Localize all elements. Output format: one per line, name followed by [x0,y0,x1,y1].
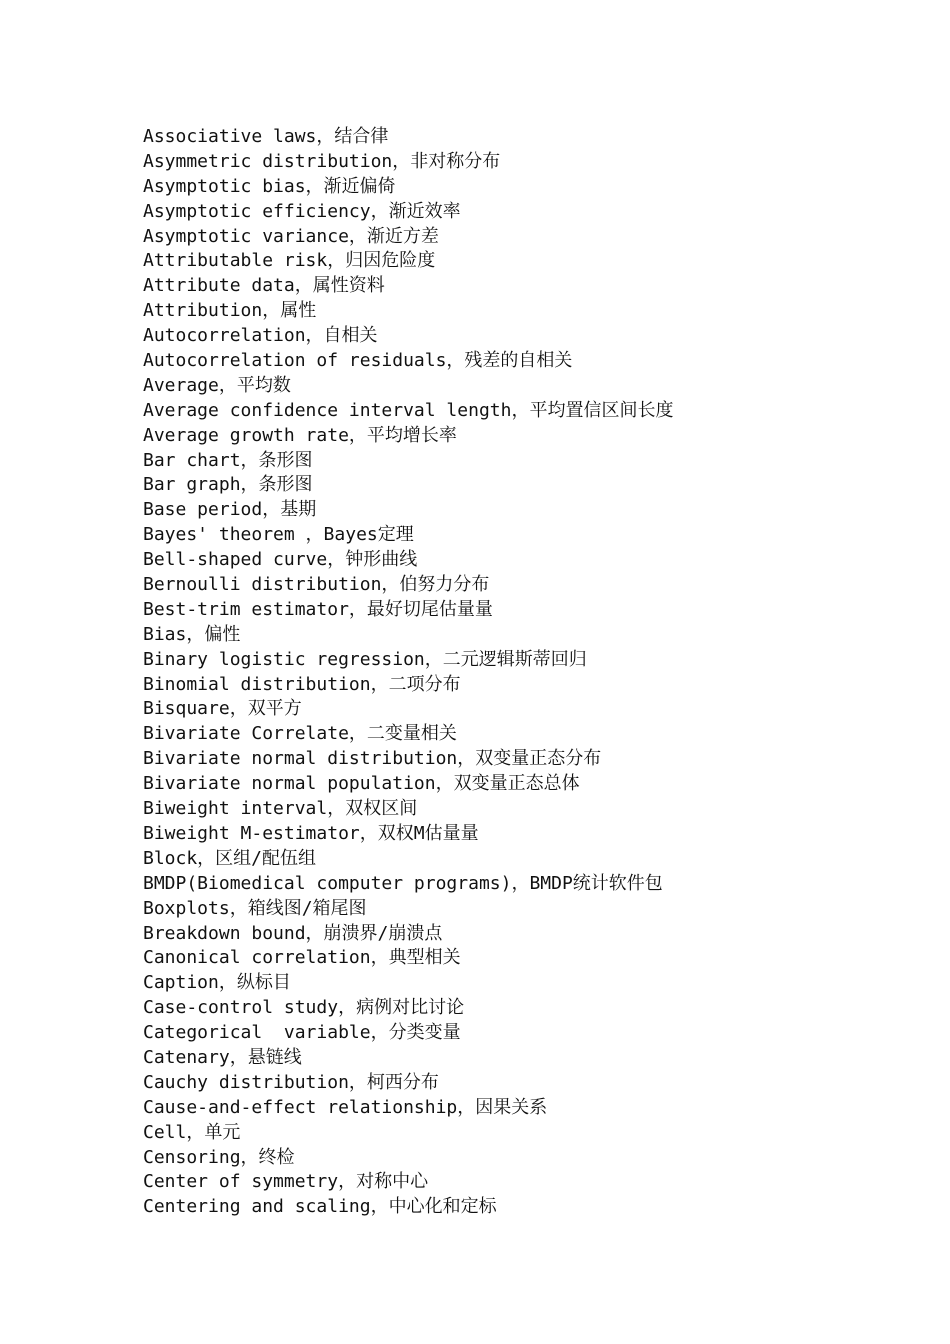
glossary-entry: Cauchy distribution，柯西分布 [143,1071,439,1093]
glossary-entry: Block，区组/配伍组 [143,847,317,869]
glossary-entry: BMDP(Biomedical computer programs)，BMDP统计软件包 [143,872,663,894]
glossary-entry: Asymmetric distribution，非对称分布 [143,150,501,172]
glossary-entry: Best-trim estimator，最好切尾估量量 [143,598,493,620]
glossary-entry: Breakdown bound，崩溃界/崩溃点 [143,922,443,944]
glossary-entry: Biweight interval，双权区间 [143,798,418,820]
glossary-entry: Bivariate normal distribution，双变量正态分布 [143,748,602,770]
glossary-entry: Canonical correlation，典型相关 [143,947,461,969]
glossary-entry: Censoring，终检 [143,1146,295,1168]
glossary-entry: Asymptotic bias，渐近偏倚 [143,175,396,197]
glossary-entry: Bar graph，条形图 [143,474,313,496]
glossary-entry: Bisquare，双平方 [143,698,302,720]
glossary-list [143,125,673,1220]
glossary-entry: Bernoulli distribution，伯努力分布 [143,574,490,596]
glossary-entry: Centering and scaling，中心化和定标 [143,1196,497,1218]
glossary-entry: Biweight M-estimator，双权M估量量 [143,822,479,844]
glossary-entry: Average confidence interval length，平均置信区间长度 [143,399,674,421]
glossary-entry: Cause-and-effect relationship，因果关系 [143,1096,548,1118]
glossary-entry: Autocorrelation of residuals，残差的自相关 [143,350,573,372]
glossary-entry: Caption，纵标目 [143,972,291,994]
glossary-entry: Binary logistic regression，二元逻辑斯蒂回归 [143,648,587,670]
glossary-entry: Asymptotic variance，渐近方差 [143,225,439,247]
glossary-entry: Bell-shaped curve，钟形曲线 [143,549,418,571]
glossary-entry: Bar chart，条形图 [143,449,313,471]
glossary-entry: Boxplots，箱线图/箱尾图 [143,897,367,919]
glossary-entry: Cell，单元 [143,1121,241,1143]
glossary-entry: Average，平均数 [143,374,291,396]
glossary-entry: Bayes' theorem ，Bayes定理 [143,524,414,546]
glossary-entry: Asymptotic efficiency，渐近效率 [143,200,461,222]
glossary-entry: Case-control study，病例对比讨论 [143,997,465,1019]
glossary-entry: Binomial distribution，二项分布 [143,673,461,695]
glossary-entry: Average growth rate，平均增长率 [143,424,457,446]
glossary-entry: Bivariate Correlate，二变量相关 [143,723,457,745]
glossary-entry: Attribute data，属性资料 [143,275,385,297]
glossary-entry: Bias，偏性 [143,623,241,645]
glossary-entry: Bivariate normal population，双变量正态总体 [143,773,580,795]
glossary-entry: Catenary，悬链线 [143,1046,302,1068]
glossary-entry: Base period，基期 [143,499,317,521]
glossary-entry: Attributable risk，归因危险度 [143,250,436,272]
glossary-entry: Attribution，属性 [143,300,317,322]
glossary-entry: Autocorrelation，自相关 [143,325,378,347]
glossary-entry: Categorical variable，分类变量 [143,1022,461,1044]
glossary-entry: Center of symmetry，对称中心 [143,1171,429,1193]
glossary-entry: Associative laws，结合律 [143,126,389,147]
